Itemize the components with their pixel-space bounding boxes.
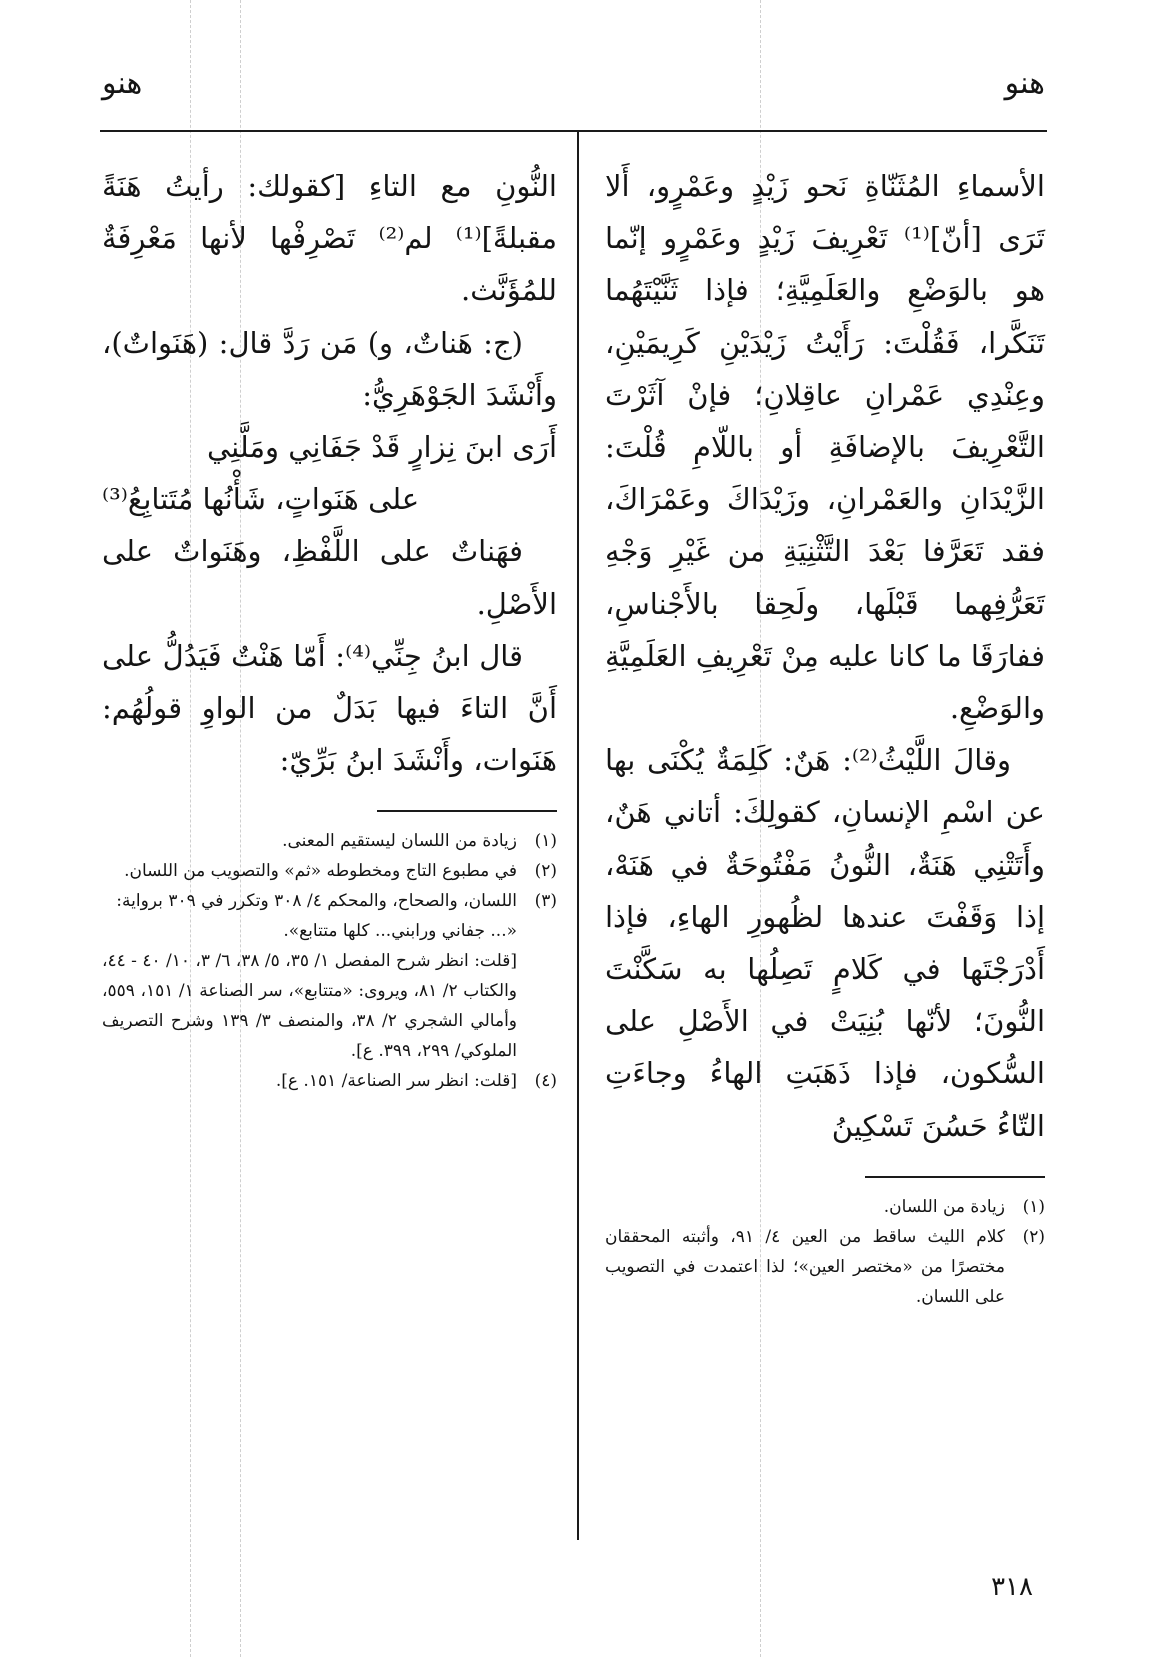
footnote <box>102 886 557 916</box>
right-column <box>605 160 1045 1312</box>
footnote-text: [قلت: انظر سر الصناعة/ ١٥١. ع]. <box>275 1071 517 1092</box>
footnote <box>102 1066 557 1096</box>
footnote-text: زيادة من اللسان. <box>883 1196 1005 1217</box>
running-head-right: هنو <box>1004 66 1045 101</box>
page-number: ٣١٨ <box>991 1572 1033 1602</box>
footnote-text: اللسان، والصحاح، والمحكم ٤/ ٣٠٨ وتكرر في ٣٠٩ برواية: <box>116 891 517 912</box>
paragraph: (ج: هَناتٌ، و) مَن رَدَّ قال: (هَنَواتٌ)، وأَنْشَدَ الجَوْهَرِيُّ: <box>102 325 557 412</box>
footnote <box>605 1192 1045 1222</box>
paragraph: قال ابنُ جِنِّي⁽⁴⁾: أَمّا هَنْتٌ فَيَدُلُّ على أَنَّ التاءَ فيها بَدَلٌ من الواوِ قولُهُم: هَنَوات، وأَنْشَدَ ابنُ بَرِّيّ: <box>102 638 557 778</box>
right-footnotes <box>605 1192 1045 1312</box>
verse-hemistich-1: أَرَى ابنَ نِزارٍ قَدْ جَفَانِي ومَلَّنِي <box>206 430 557 465</box>
paragraph: الأسماءِ المُثَنّاةِ نَحو زَيْدٍ وعَمْرٍو، أَلا تَرَى [أنّ]⁽¹⁾ تَعْرِيفَ زَيْدٍ وعَمْرٍو إنّما هو بالوَضْعِ والعَلَمِيَّةِ؛ فإذا ثَنَّيْتَهُما تَنَكَّرا، فَقُلْتَ: رَأَيْتُ زَيْدَيْنِ كَرِيمَيْنِ، وعِنْدِي عَمْرانِ عاقِلانِ؛ فإنْ آثَرْتَ التَّعْرِيفَ بالإضافَةِ أو باللّامِ قُلْتَ: الزَّيْدَانِ والعَمْرانِ، وزَيْدَاكَ وعَمْرَاكَ، فقد تَعَرَّفا بَعْدَ التَّثْنِيَةِ من غَيْرِ وَجْهِ تَعَرُّفِهما قَبْلَها، ولَحِقا بالأَجْناسِ، ففارَقَا ما كانا عليه مِنْ تَعْرِيفِ العَلَمِيَّةِ والوَضْعِ. <box>605 169 1045 726</box>
footnote <box>102 856 557 886</box>
footnote-continuation: [قلت: انظر شرح المفصل ١/ ٣٥، ٥/ ٣٨، ٦/ ٣، ١٠/ ٤٠ - ٤٤، والكتاب ٢/ ٨١، ويروى: «متتابع»، سر الصناعة ١/ ١٥١، ٥٥٩، وأمالي الشجري ٢/ ٣٨، والمنصف ٣/ ١٣٩ وشرح التصريف الملوكي/ ٢٩٩، ٣٩٩. ع]. <box>102 951 518 1062</box>
footnote-number: (٢) <box>1022 1226 1045 1247</box>
paragraph: النُّونِ مع التاءِ [كقولك: رأيتُ هَنَةً مقبلةً]⁽¹⁾ لم⁽²⁾ تَصْرِفْها لأنها مَعْرِفَةٌ للمُؤَنَّث. <box>102 169 557 308</box>
paragraph: فهَناتٌ على اللَّفْظِ، وهَنَواتٌ على الأَصْلِ. <box>102 534 557 621</box>
footnote-continuation: «... جفاني ورابني... كلها متتابع». <box>283 921 517 942</box>
footnote <box>605 1222 1045 1312</box>
footnote-number: (٣) <box>534 891 557 912</box>
footnote-number: (١) <box>534 831 557 852</box>
footnote-text: كلام الليث ساقط من العين ٤/ ٩١، وأثبته المحققان مختصرًا من «مختصر العين»؛ لذا اعتمدت في التصويب على اللسان. <box>605 1226 1005 1307</box>
footnote-number: (٤) <box>534 1071 557 1092</box>
footnote <box>102 826 557 856</box>
column-divider <box>577 130 579 1540</box>
paragraph: وقالَ اللَّيْثُ⁽²⁾: هَنٌ: كَلِمَةٌ يُكْنَى بها عن اسْمِ الإنسانِ، كقولِكَ: أتاني هَنٌ، وأَتَتْنِي هَنَةٌ، النُّونُ مَفْتُوحَةٌ في هَنَهْ، إذا وَقَفْتَ عندها لظُهورِ الهاءِ، فإذا أَدْرَجْتَها في كَلامٍ تَصِلُها به سَكَّنْتَ النُّونَ؛ لأنّها بُنِيَتْ في الأَصْلِ على السُّكون، فإذا ذَهَبَتِ الهاءُ وجاءَتِ التّاءُ حَسُنَ تَسْكِينُ <box>605 743 1045 1143</box>
footnote-text: زيادة من اللسان ليستقيم المعنى. <box>282 831 517 852</box>
footnote-number: (٢) <box>534 861 557 882</box>
header-rule <box>100 130 1047 132</box>
footnote-text: في مطبوع التاج ومخطوطه «ثم» والتصويب من اللسان. <box>124 861 517 882</box>
left-column <box>102 160 557 1096</box>
footnote-rule <box>377 810 557 812</box>
verse-hemistich-2: على هَنَواتٍ، شَأْنُها مُتَتابِعُ⁽³⁾ <box>102 482 420 517</box>
left-column-text <box>102 160 557 786</box>
right-column-text <box>605 160 1045 1152</box>
footnote-number: (١) <box>1022 1196 1045 1217</box>
left-footnotes <box>102 826 557 1096</box>
footnote-rule <box>865 1176 1045 1178</box>
running-head-left: هنو <box>102 66 143 101</box>
